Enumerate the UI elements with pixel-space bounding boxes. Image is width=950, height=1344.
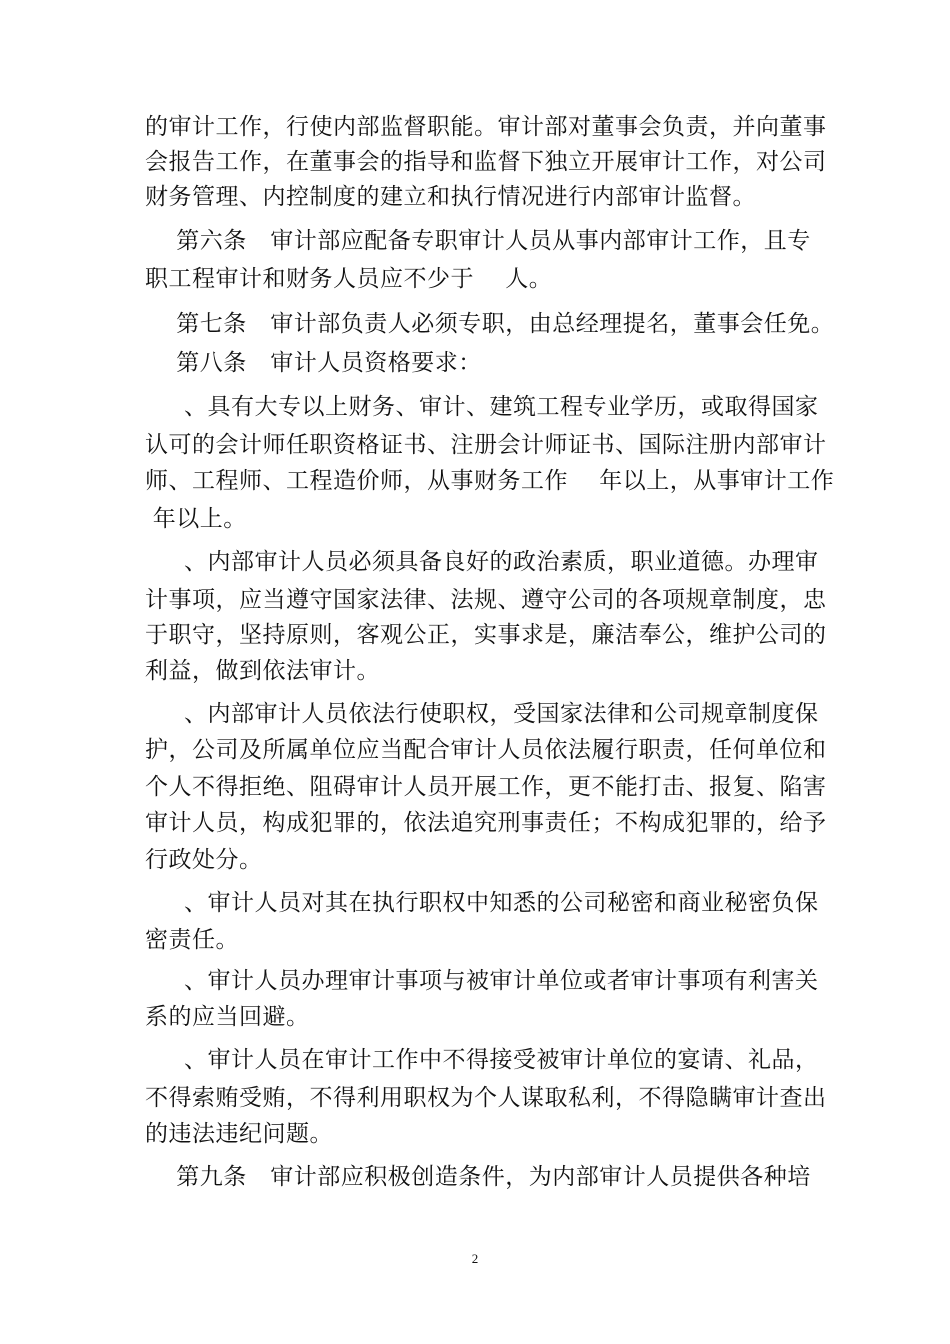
text-line: 密责任。 bbox=[145, 927, 239, 953]
text-line: 护，公司及所属单位应当配合审计人员依法履行职责，任何单位和 bbox=[145, 737, 827, 763]
text-line: 、内部审计人员依法行使职权，受国家法律和公司规章制度保 bbox=[145, 701, 819, 727]
text-line: 第六条 审计部应配备专职审计人员从事内部审计工作，且专 bbox=[145, 228, 811, 254]
text-line: 的审计工作，行使内部监督职能。审计部对董事会负责，并向董事 bbox=[145, 114, 827, 140]
text-line: 财务管理、内控制度的建立和执行情况进行内部审计监督。 bbox=[145, 184, 756, 210]
text-line: 计事项，应当遵守国家法律、法规、遵守公司的各项规章制度，忠 bbox=[145, 587, 827, 613]
text-line: 认可的会计师任职资格证书、注册会计师证书、国际注册内部审计 bbox=[145, 432, 827, 458]
text-line: 的违法违纪问题。 bbox=[145, 1121, 333, 1147]
text-line: 个人不得拒绝、阻碍审计人员开展工作，更不能打击、报复、陷害 bbox=[145, 774, 827, 800]
text-line: 第九条 审计部应积极创造条件，为内部审计人员提供各种培 bbox=[145, 1164, 811, 1190]
text-line: 利益，做到依法审计。 bbox=[145, 658, 380, 684]
text-line: 年以上。 bbox=[145, 506, 247, 532]
text-line: 第八条 审计人员资格要求： bbox=[145, 350, 482, 376]
text-line: 行政处分。 bbox=[145, 847, 263, 873]
text-line: 职工程审计和财务人员应不少于 人。 bbox=[145, 266, 553, 292]
text-line: 会报告工作，在董事会的指导和监督下独立开展审计工作，对公司 bbox=[145, 149, 827, 175]
text-line: 于职守，坚持原则，客观公正，实事求是，廉洁奉公，维护公司的 bbox=[145, 622, 827, 648]
text-line: 、具有大专以上财务、审计、建筑工程专业学历，或取得国家 bbox=[145, 394, 819, 420]
text-line: 第七条 审计部负责人必须专职，由总经理提名，董事会任免。 bbox=[145, 311, 835, 337]
page-number: 2 bbox=[471, 1251, 479, 1266]
text-line: 、审计人员办理审计事项与被审计单位或者审计事项有利害关 bbox=[145, 968, 819, 994]
text-line: 审计人员，构成犯罪的，依法追究刑事责任；不构成犯罪的，给予 bbox=[145, 810, 827, 836]
text-line: 、内部审计人员必须具备良好的政治素质，职业道德。办理审 bbox=[145, 549, 819, 575]
text-line: 、审计人员在审计工作中不得接受被审计单位的宴请、礼品， bbox=[145, 1047, 819, 1073]
text-line: 、审计人员对其在执行职权中知悉的公司秘密和商业秘密负保 bbox=[145, 890, 819, 916]
text-line: 师、工程师、工程造价师，从事财务工作 年以上，从事审计工作 bbox=[145, 468, 835, 494]
text-line: 系的应当回避。 bbox=[145, 1004, 310, 1030]
text-line: 不得索贿受贿，不得利用职权为个人谋取私利，不得隐瞒审计查出 bbox=[145, 1085, 827, 1111]
